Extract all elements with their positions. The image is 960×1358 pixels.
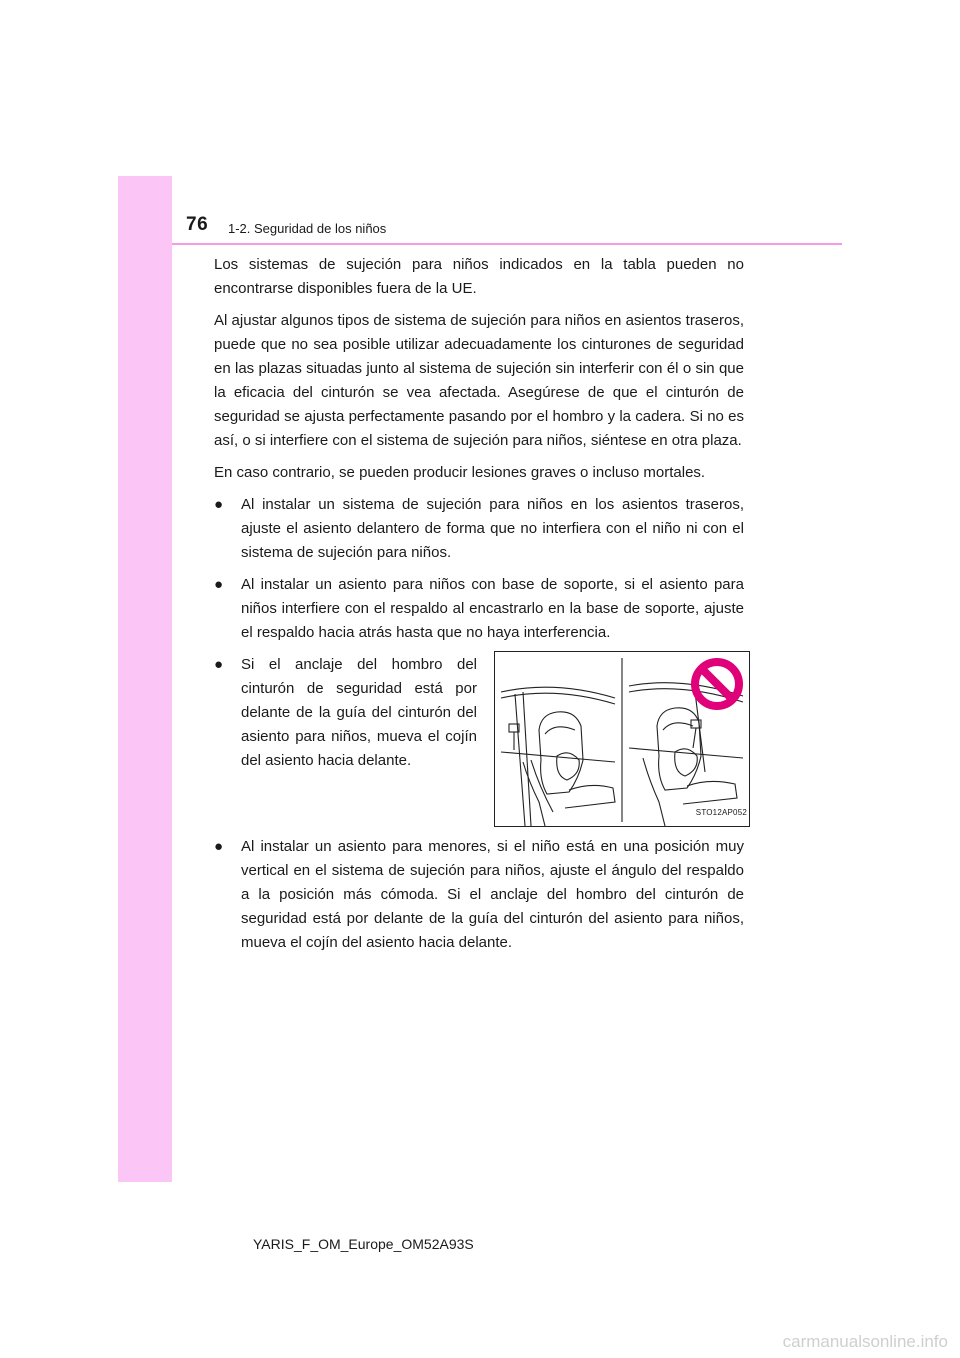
bullet-icon: ● <box>214 576 224 593</box>
header-divider <box>172 243 842 245</box>
list-item-text: Al instalar un asiento para menores, si el niño está en una posición muy vertical en el sistema de sujeción para niños, ajuste el ángulo del respaldo a la posición más cómoda. Si el anclaje del hombro del cinturón de seguridad está por delante de la guía del cinturón del asiento para niños, mueva el cojín del asiento hacia delante. <box>241 838 744 951</box>
seat-illustration-icon <box>495 652 749 826</box>
watermark: carmanualsonline.info <box>782 1332 948 1351</box>
document-id: YARIS_F_OM_Europe_OM52A93S <box>253 1236 474 1252</box>
bullet-icon: ● <box>214 656 224 673</box>
bullet-with-figure <box>214 653 747 827</box>
list-item-text: Al instalar un asiento para niños con base de soporte, si el asiento para niños interfiere con el respaldo al encastrarlo en la base de soporte, ajuste el respaldo hacia atrás hasta que no haya interferencia. <box>241 576 744 641</box>
paragraph-availability: Los sistemas de sujeción para niños indicados en la tabla pueden no encontrarse disponibles fuera de la UE. <box>214 256 744 297</box>
figure-code: STO12AP052 <box>695 808 747 817</box>
side-tab-band <box>118 176 172 1182</box>
list-item <box>214 653 477 773</box>
prohibition-icon <box>695 662 739 706</box>
list-item-text: Al instalar un sistema de sujeción para niños en los asientos traseros, ajuste el asiento delantero de forma que no interfiera con el niño ni con el sistema de sujeción para niños. <box>241 496 744 561</box>
list-item-text: Si el anclaje del hombro del cinturón de seguridad está por delante de la guía del cinturón del asiento para niños, mueva el cojín del asiento hacia delante. <box>241 656 477 769</box>
list-item <box>214 493 744 565</box>
paragraph-warning: En caso contrario, se pueden producir lesiones graves o incluso mortales. <box>214 464 706 481</box>
bullet-icon: ● <box>214 496 224 513</box>
bullet-icon: ● <box>214 838 224 855</box>
illustration-seat-cushion <box>494 651 750 827</box>
list-item <box>214 573 744 645</box>
paragraph-rear-seats: Al ajustar algunos tipos de sistema de sujeción para niños en asientos traseros, puede que no sea posible utilizar adecuadamente los cinturones de seguridad en las plazas situadas junto al sistema de sujeción sin interferir con él o sin que la eficacia del cinturón se vea afectada. Asegúrese de que el cinturón de seguridad se ajusta perfectamente pasando por el hombro y la cadera. Si no es así, o si interfiere con el sistema de sujeción para niños, siéntese en otra plaza. <box>214 312 744 449</box>
main-content <box>214 253 747 963</box>
list-item <box>214 835 744 955</box>
section-title: 1-2. Seguridad de los niños <box>228 221 387 236</box>
page-number: 76 <box>186 214 209 235</box>
